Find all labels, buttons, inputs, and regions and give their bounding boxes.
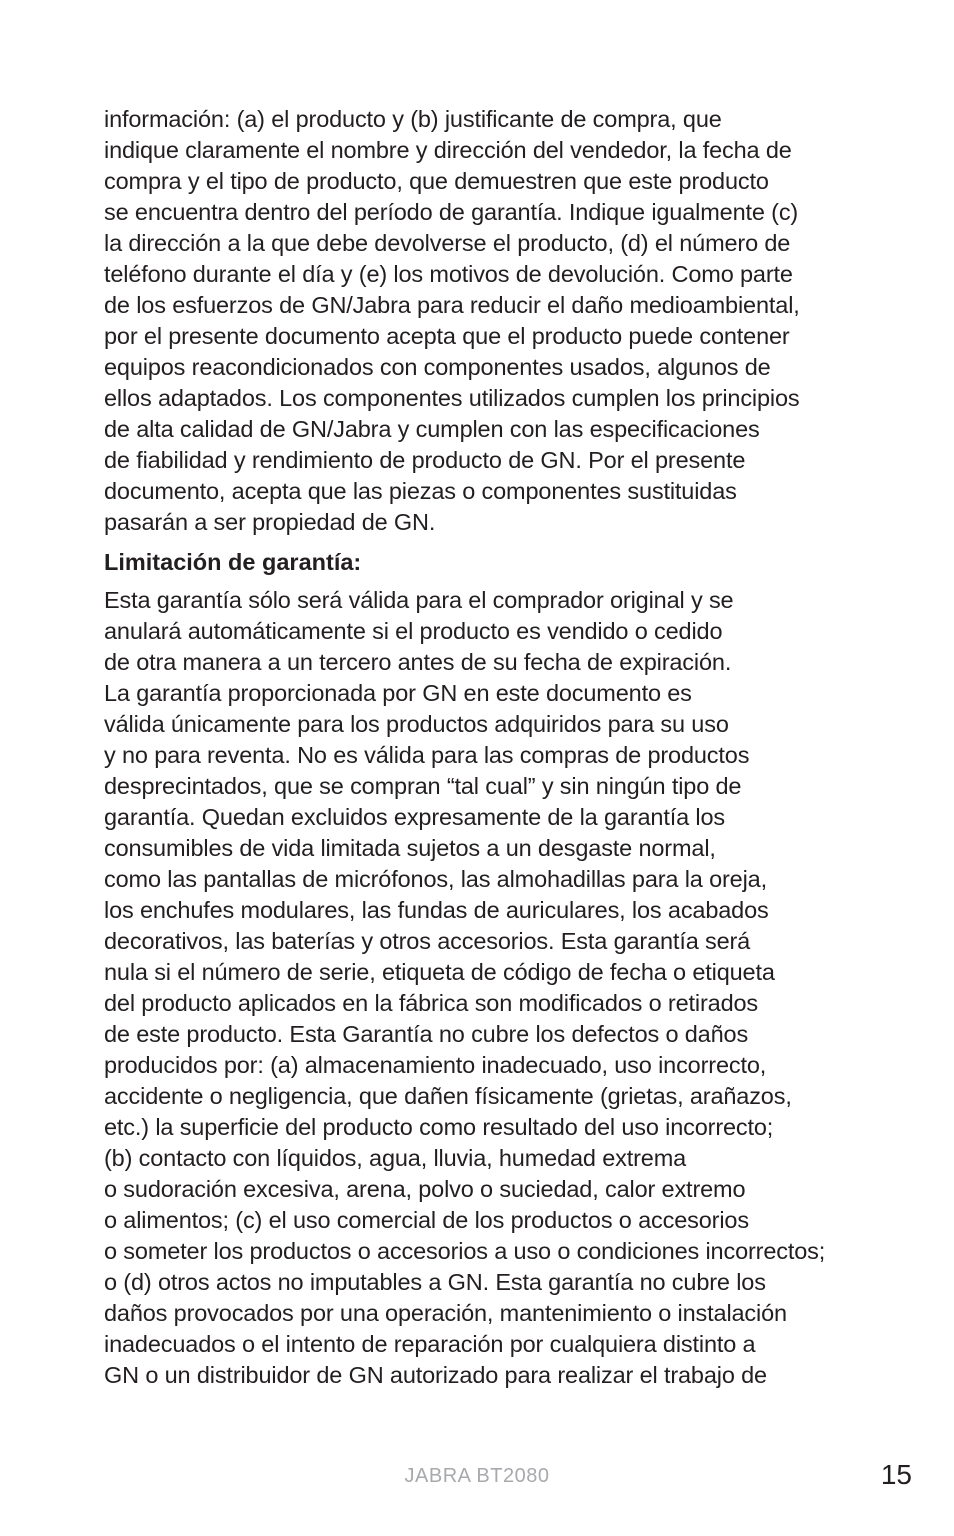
text-line: Esta garantía sólo será válida para el comprador original y se [104, 587, 734, 613]
text-line: daños provocados por una operación, mantenimiento o instalación [104, 1300, 787, 1326]
text-line: o (d) otros actos no imputables a GN. Esta garantía no cubre los [104, 1269, 766, 1295]
text-line: documento, acepta que las piezas o componentes sustituidas [104, 478, 737, 504]
text-line: compra y el tipo de producto, que demuestren que este producto [104, 168, 769, 194]
text-line: válida únicamente para los productos adquiridos para su uso [104, 711, 729, 737]
page-number: 15 [880, 1459, 912, 1490]
text-line: teléfono durante el día y (e) los motivos de devolución. Como parte [104, 261, 793, 287]
text-line: información: (a) el producto y (b) justificante de compra, que [104, 106, 722, 132]
text-line: etc.) la superficie del producto como resultado del uso incorrecto; [104, 1114, 774, 1140]
paragraph-warranty-limitation [104, 585, 864, 1391]
text-line: consumibles de vida limitada sujetos a un desgaste normal, [104, 835, 716, 861]
text-line: desprecintados, que se compran “tal cual” y sin ningún tipo de [104, 773, 742, 799]
text-line: producidos por: (a) almacenamiento inadecuado, uso incorrecto, [104, 1052, 767, 1078]
paragraph-warranty-return-info [104, 104, 864, 538]
text-line: equipos reacondicionados con componentes usados, algunos de [104, 354, 771, 380]
text-line: o sudoración excesiva, arena, polvo o suciedad, calor extremo [104, 1176, 746, 1202]
page-content [104, 104, 864, 1391]
text-line: pasarán a ser propiedad de GN. [104, 509, 436, 535]
text-line: GN o un distribuidor de GN autorizado para realizar el trabajo de [104, 1362, 767, 1388]
text-line: o someter los productos o accesorios a uso o condiciones incorrectos; [104, 1238, 826, 1264]
text-line: se encuentra dentro del período de garantía. Indique igualmente (c) [104, 199, 799, 225]
text-line: de fiabilidad y rendimiento de producto de GN. Por el presente [104, 447, 746, 473]
text-line: nula si el número de serie, etiqueta de código de fecha o etiqueta [104, 959, 775, 985]
text-line: indique claramente el nombre y dirección del vendedor, la fecha de [104, 137, 792, 163]
text-line: decorativos, las baterías y otros accesorios. Esta garantía será [104, 928, 751, 954]
text-line: (b) contacto con líquidos, agua, lluvia, humedad extrema [104, 1145, 687, 1171]
text-line: y no para reventa. No es válida para las compras de productos [104, 742, 750, 768]
text-line: ellos adaptados. Los componentes utilizados cumplen los principios [104, 385, 800, 411]
section-heading-warranty-limitation: Limitación de garantía: [104, 549, 362, 575]
text-line: anulará automáticamente si el producto es vendido o cedido [104, 618, 723, 644]
text-line: de este producto. Esta Garantía no cubre los defectos o daños [104, 1021, 749, 1047]
text-line: de otra manera a un tercero antes de su fecha de expiración. [104, 649, 732, 675]
text-line: por el presente documento acepta que el producto puede contener [104, 323, 790, 349]
text-line: La garantía proporcionada por GN en este documento es [104, 680, 692, 706]
footer-product-name: JABRA BT2080 [404, 1465, 550, 1487]
text-line: accidente o negligencia, que dañen físicamente (grietas, arañazos, [104, 1083, 792, 1109]
text-line: los enchufes modulares, las fundas de auriculares, los acabados [104, 897, 769, 923]
text-line: la dirección a la que debe devolverse el producto, (d) el número de [104, 230, 791, 256]
text-line: inadecuados o el intento de reparación por cualquiera distinto a [104, 1331, 756, 1357]
text-line: o alimentos; (c) el uso comercial de los productos o accesorios [104, 1207, 749, 1233]
text-line: garantía. Quedan excluidos expresamente de la garantía los [104, 804, 725, 830]
text-line: de alta calidad de GN/Jabra y cumplen con las especificaciones [104, 416, 760, 442]
text-line: como las pantallas de micrófonos, las almohadillas para la oreja, [104, 866, 767, 892]
text-line: del producto aplicados en la fábrica son modificados o retirados [104, 990, 759, 1016]
text-line: de los esfuerzos de GN/Jabra para reducir el daño medioambiental, [104, 292, 800, 318]
